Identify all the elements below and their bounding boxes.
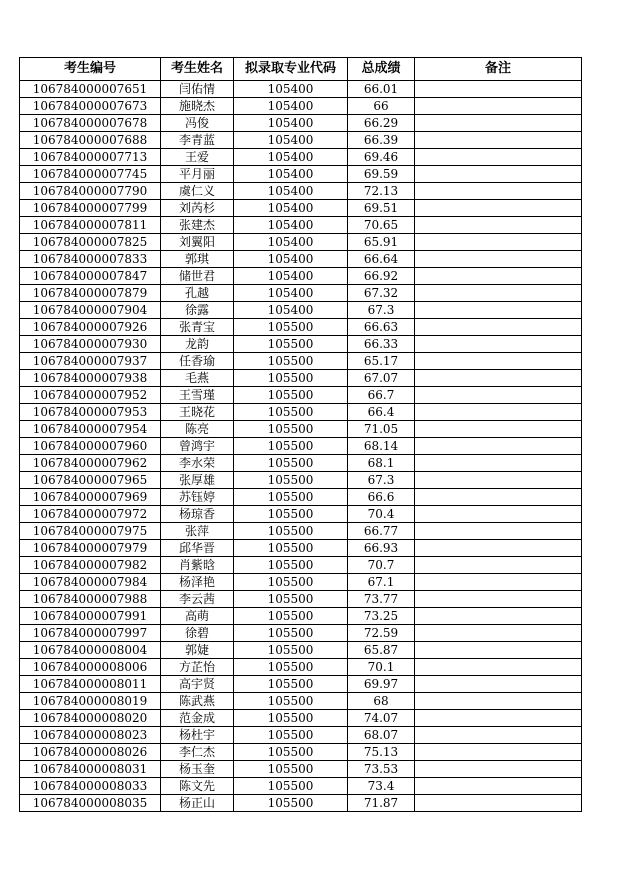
major-code-cell: 105400 — [234, 166, 348, 183]
table-body — [20, 81, 582, 812]
major-code-cell: 105400 — [234, 98, 348, 115]
remarks-cell — [415, 234, 582, 251]
remarks-cell — [415, 489, 582, 506]
remarks-cell — [415, 285, 582, 302]
table-row — [20, 81, 582, 98]
total-score-cell: 68.14 — [348, 438, 415, 455]
candidate-name-cell: 李水荣 — [161, 455, 234, 472]
total-score-cell: 66.01 — [348, 81, 415, 98]
remarks-cell — [415, 336, 582, 353]
major-code-cell: 105500 — [234, 625, 348, 642]
candidate-name-cell: 杨琼香 — [161, 506, 234, 523]
table-row — [20, 540, 582, 557]
total-score-cell: 73.25 — [348, 608, 415, 625]
total-score-cell: 69.97 — [348, 676, 415, 693]
remarks-cell — [415, 676, 582, 693]
major-code-cell: 105500 — [234, 489, 348, 506]
major-code-cell: 105500 — [234, 727, 348, 744]
remarks-cell — [415, 574, 582, 591]
table-row — [20, 251, 582, 268]
total-score-cell: 69.59 — [348, 166, 415, 183]
candidate-id-cell: 106784000008004 — [20, 642, 161, 659]
table-row — [20, 302, 582, 319]
candidate-name-cell: 刘翼阳 — [161, 234, 234, 251]
total-score-cell: 68 — [348, 693, 415, 710]
major-code-cell: 105500 — [234, 676, 348, 693]
major-code-cell: 105500 — [234, 778, 348, 795]
remarks-cell — [415, 183, 582, 200]
header-total-score: 总成绩 — [348, 58, 415, 81]
total-score-cell: 65.91 — [348, 234, 415, 251]
total-score-cell: 66.64 — [348, 251, 415, 268]
candidate-name-cell: 刘芮杉 — [161, 200, 234, 217]
total-score-cell: 66.92 — [348, 268, 415, 285]
candidate-id-cell: 106784000007713 — [20, 149, 161, 166]
table-row — [20, 132, 582, 149]
header-candidate-id: 考生编号 — [20, 58, 161, 81]
total-score-cell: 66.77 — [348, 523, 415, 540]
table-row — [20, 336, 582, 353]
candidate-id-cell: 106784000007997 — [20, 625, 161, 642]
remarks-cell — [415, 302, 582, 319]
table-row — [20, 659, 582, 676]
candidate-name-cell: 曾鸿宇 — [161, 438, 234, 455]
candidate-id-cell: 106784000008020 — [20, 710, 161, 727]
remarks-cell — [415, 591, 582, 608]
candidate-name-cell: 李仁杰 — [161, 744, 234, 761]
candidate-name-cell: 张青宝 — [161, 319, 234, 336]
major-code-cell: 105400 — [234, 149, 348, 166]
remarks-cell — [415, 370, 582, 387]
table-row — [20, 506, 582, 523]
major-code-cell: 105500 — [234, 761, 348, 778]
total-score-cell: 66.63 — [348, 319, 415, 336]
total-score-cell: 69.46 — [348, 149, 415, 166]
candidate-name-cell: 徐露 — [161, 302, 234, 319]
remarks-cell — [415, 81, 582, 98]
candidate-name-cell: 方芷怡 — [161, 659, 234, 676]
table-row — [20, 727, 582, 744]
candidate-name-cell: 李青蓝 — [161, 132, 234, 149]
remarks-cell — [415, 251, 582, 268]
candidate-name-cell: 杨玉奎 — [161, 761, 234, 778]
table-row — [20, 115, 582, 132]
remarks-cell — [415, 353, 582, 370]
table-row — [20, 234, 582, 251]
major-code-cell: 105500 — [234, 387, 348, 404]
table-row — [20, 149, 582, 166]
remarks-cell — [415, 642, 582, 659]
candidate-id-cell: 106784000007825 — [20, 234, 161, 251]
total-score-cell: 71.05 — [348, 421, 415, 438]
candidate-name-cell: 龙韵 — [161, 336, 234, 353]
major-code-cell: 105500 — [234, 744, 348, 761]
major-code-cell: 105500 — [234, 795, 348, 812]
candidate-id-cell: 106784000007937 — [20, 353, 161, 370]
candidate-name-cell: 邱华晋 — [161, 540, 234, 557]
major-code-cell: 105500 — [234, 455, 348, 472]
remarks-cell — [415, 523, 582, 540]
candidate-name-cell: 陈亮 — [161, 421, 234, 438]
remarks-cell — [415, 438, 582, 455]
candidate-id-cell: 106784000007833 — [20, 251, 161, 268]
total-score-cell: 71.87 — [348, 795, 415, 812]
remarks-cell — [415, 404, 582, 421]
major-code-cell: 105400 — [234, 183, 348, 200]
candidate-name-cell: 王晓花 — [161, 404, 234, 421]
table-row — [20, 710, 582, 727]
total-score-cell: 66 — [348, 98, 415, 115]
candidate-name-cell: 毛燕 — [161, 370, 234, 387]
candidate-id-cell: 106784000008023 — [20, 727, 161, 744]
table-row — [20, 98, 582, 115]
candidate-name-cell: 张厚雄 — [161, 472, 234, 489]
major-code-cell: 105500 — [234, 540, 348, 557]
remarks-cell — [415, 557, 582, 574]
candidate-name-cell: 高宇贤 — [161, 676, 234, 693]
candidate-id-cell: 106784000007972 — [20, 506, 161, 523]
candidate-id-cell: 106784000007979 — [20, 540, 161, 557]
major-code-cell: 105400 — [234, 251, 348, 268]
remarks-cell — [415, 744, 582, 761]
table-row — [20, 523, 582, 540]
table-row — [20, 166, 582, 183]
major-code-cell: 105400 — [234, 115, 348, 132]
remarks-cell — [415, 795, 582, 812]
candidate-name-cell: 范金成 — [161, 710, 234, 727]
total-score-cell: 67.3 — [348, 302, 415, 319]
total-score-cell: 74.07 — [348, 710, 415, 727]
candidate-id-cell: 106784000007953 — [20, 404, 161, 421]
total-score-cell: 70.65 — [348, 217, 415, 234]
major-code-cell: 105400 — [234, 132, 348, 149]
candidate-name-cell: 李云茜 — [161, 591, 234, 608]
candidate-id-cell: 106784000007962 — [20, 455, 161, 472]
candidate-id-cell: 106784000007969 — [20, 489, 161, 506]
candidate-id-cell: 106784000007960 — [20, 438, 161, 455]
total-score-cell: 67.07 — [348, 370, 415, 387]
total-score-cell: 72.59 — [348, 625, 415, 642]
table-row — [20, 557, 582, 574]
header-row — [20, 58, 582, 81]
table-row — [20, 795, 582, 812]
major-code-cell: 105400 — [234, 302, 348, 319]
candidate-name-cell: 陈文先 — [161, 778, 234, 795]
table-row — [20, 200, 582, 217]
candidate-name-cell: 王爱 — [161, 149, 234, 166]
table-row — [20, 472, 582, 489]
major-code-cell: 105500 — [234, 693, 348, 710]
major-code-cell: 105500 — [234, 421, 348, 438]
total-score-cell: 72.13 — [348, 183, 415, 200]
table-row — [20, 591, 582, 608]
total-score-cell: 65.17 — [348, 353, 415, 370]
table-row — [20, 370, 582, 387]
table-row — [20, 438, 582, 455]
total-score-cell: 73.4 — [348, 778, 415, 795]
candidate-name-cell: 高萌 — [161, 608, 234, 625]
candidate-id-cell: 106784000007673 — [20, 98, 161, 115]
total-score-cell: 65.87 — [348, 642, 415, 659]
candidate-name-cell: 任香瑜 — [161, 353, 234, 370]
total-score-cell: 66.39 — [348, 132, 415, 149]
table-row — [20, 404, 582, 421]
candidate-id-cell: 106784000007799 — [20, 200, 161, 217]
candidate-name-cell: 张萍 — [161, 523, 234, 540]
remarks-cell — [415, 761, 582, 778]
total-score-cell: 70.1 — [348, 659, 415, 676]
candidate-id-cell: 106784000007651 — [20, 81, 161, 98]
major-code-cell: 105500 — [234, 557, 348, 574]
candidate-id-cell: 106784000008011 — [20, 676, 161, 693]
total-score-cell: 73.53 — [348, 761, 415, 778]
candidate-id-cell: 106784000007984 — [20, 574, 161, 591]
candidate-id-cell: 106784000007952 — [20, 387, 161, 404]
total-score-cell: 68.07 — [348, 727, 415, 744]
major-code-cell: 105500 — [234, 574, 348, 591]
candidate-id-cell: 106784000007678 — [20, 115, 161, 132]
table-row — [20, 319, 582, 336]
candidate-id-cell: 106784000008035 — [20, 795, 161, 812]
candidate-id-cell: 106784000008019 — [20, 693, 161, 710]
candidate-id-cell: 106784000007965 — [20, 472, 161, 489]
major-code-cell: 105500 — [234, 353, 348, 370]
table-row — [20, 387, 582, 404]
total-score-cell: 68.1 — [348, 455, 415, 472]
remarks-cell — [415, 166, 582, 183]
remarks-cell — [415, 778, 582, 795]
remarks-cell — [415, 472, 582, 489]
candidate-id-cell: 106784000007688 — [20, 132, 161, 149]
candidate-id-cell: 106784000007938 — [20, 370, 161, 387]
major-code-cell: 105400 — [234, 217, 348, 234]
candidate-id-cell: 106784000007879 — [20, 285, 161, 302]
total-score-cell: 66.7 — [348, 387, 415, 404]
table-row — [20, 642, 582, 659]
major-code-cell: 105500 — [234, 319, 348, 336]
total-score-cell: 66.29 — [348, 115, 415, 132]
table-row — [20, 744, 582, 761]
candidate-name-cell: 施晓杰 — [161, 98, 234, 115]
remarks-cell — [415, 727, 582, 744]
table-row — [20, 778, 582, 795]
major-code-cell: 105500 — [234, 608, 348, 625]
candidate-name-cell: 徐碧 — [161, 625, 234, 642]
table-row — [20, 574, 582, 591]
candidate-id-cell: 106784000008031 — [20, 761, 161, 778]
total-score-cell: 66.6 — [348, 489, 415, 506]
candidate-name-cell: 虞仁义 — [161, 183, 234, 200]
major-code-cell: 105500 — [234, 370, 348, 387]
remarks-cell — [415, 625, 582, 642]
candidate-id-cell: 106784000007988 — [20, 591, 161, 608]
candidate-id-cell: 106784000008026 — [20, 744, 161, 761]
major-code-cell: 105500 — [234, 591, 348, 608]
candidate-id-cell: 106784000008006 — [20, 659, 161, 676]
candidate-name-cell: 郭婕 — [161, 642, 234, 659]
candidate-name-cell: 苏钰婷 — [161, 489, 234, 506]
candidate-id-cell: 106784000007745 — [20, 166, 161, 183]
major-code-cell: 105500 — [234, 404, 348, 421]
total-score-cell: 69.51 — [348, 200, 415, 217]
candidate-id-cell: 106784000007930 — [20, 336, 161, 353]
remarks-cell — [415, 149, 582, 166]
candidate-name-cell: 张建杰 — [161, 217, 234, 234]
table-row — [20, 693, 582, 710]
remarks-cell — [415, 319, 582, 336]
remarks-cell — [415, 540, 582, 557]
major-code-cell: 105500 — [234, 438, 348, 455]
candidate-name-cell: 平月丽 — [161, 166, 234, 183]
candidate-id-cell: 106784000007991 — [20, 608, 161, 625]
total-score-cell: 70.4 — [348, 506, 415, 523]
candidate-name-cell: 杨正山 — [161, 795, 234, 812]
table-row — [20, 183, 582, 200]
candidate-id-cell: 106784000007926 — [20, 319, 161, 336]
header-major-code: 拟录取专业代码 — [234, 58, 348, 81]
total-score-cell: 75.13 — [348, 744, 415, 761]
remarks-cell — [415, 132, 582, 149]
candidate-id-cell: 106784000007982 — [20, 557, 161, 574]
table-row — [20, 421, 582, 438]
header-candidate-name: 考生姓名 — [161, 58, 234, 81]
candidate-id-cell: 106784000007811 — [20, 217, 161, 234]
remarks-cell — [415, 659, 582, 676]
major-code-cell: 105500 — [234, 710, 348, 727]
remarks-cell — [415, 710, 582, 727]
remarks-cell — [415, 217, 582, 234]
candidate-name-cell: 郭琪 — [161, 251, 234, 268]
table-row — [20, 455, 582, 472]
candidate-id-cell: 106784000007847 — [20, 268, 161, 285]
remarks-cell — [415, 693, 582, 710]
remarks-cell — [415, 455, 582, 472]
major-code-cell: 105500 — [234, 472, 348, 489]
candidate-id-cell: 106784000007954 — [20, 421, 161, 438]
major-code-cell: 105400 — [234, 81, 348, 98]
total-score-cell: 70.7 — [348, 557, 415, 574]
major-code-cell: 105500 — [234, 642, 348, 659]
candidate-name-cell: 闫佑情 — [161, 81, 234, 98]
major-code-cell: 105400 — [234, 200, 348, 217]
candidate-name-cell: 肖紫晗 — [161, 557, 234, 574]
total-score-cell: 67.3 — [348, 472, 415, 489]
table-row — [20, 489, 582, 506]
remarks-cell — [415, 387, 582, 404]
candidate-name-cell: 杨杜宇 — [161, 727, 234, 744]
candidate-name-cell: 储世君 — [161, 268, 234, 285]
total-score-cell: 66.33 — [348, 336, 415, 353]
major-code-cell: 105500 — [234, 336, 348, 353]
major-code-cell: 105500 — [234, 523, 348, 540]
candidate-name-cell: 冯俊 — [161, 115, 234, 132]
candidate-name-cell: 陈武燕 — [161, 693, 234, 710]
candidate-name-cell: 孔越 — [161, 285, 234, 302]
remarks-cell — [415, 608, 582, 625]
major-code-cell: 105400 — [234, 268, 348, 285]
table-row — [20, 353, 582, 370]
remarks-cell — [415, 115, 582, 132]
remarks-cell — [415, 268, 582, 285]
total-score-cell: 66.4 — [348, 404, 415, 421]
remarks-cell — [415, 200, 582, 217]
remarks-cell — [415, 506, 582, 523]
major-code-cell: 105400 — [234, 285, 348, 302]
candidate-name-cell: 王雪瑾 — [161, 387, 234, 404]
major-code-cell: 105400 — [234, 234, 348, 251]
table-row — [20, 676, 582, 693]
candidate-id-cell: 106784000008033 — [20, 778, 161, 795]
major-code-cell: 105500 — [234, 506, 348, 523]
table-row — [20, 285, 582, 302]
table-row — [20, 217, 582, 234]
remarks-cell — [415, 98, 582, 115]
total-score-cell: 67.32 — [348, 285, 415, 302]
table-row — [20, 608, 582, 625]
table-row — [20, 268, 582, 285]
major-code-cell: 105500 — [234, 659, 348, 676]
remarks-cell — [415, 421, 582, 438]
table-row — [20, 625, 582, 642]
candidate-id-cell: 106784000007975 — [20, 523, 161, 540]
total-score-cell: 73.77 — [348, 591, 415, 608]
candidate-id-cell: 106784000007904 — [20, 302, 161, 319]
candidate-id-cell: 106784000007790 — [20, 183, 161, 200]
total-score-cell: 66.93 — [348, 540, 415, 557]
candidate-name-cell: 杨泽艳 — [161, 574, 234, 591]
total-score-cell: 67.1 — [348, 574, 415, 591]
admission-table — [19, 57, 582, 812]
header-remarks: 备注 — [415, 58, 582, 81]
table-row — [20, 761, 582, 778]
